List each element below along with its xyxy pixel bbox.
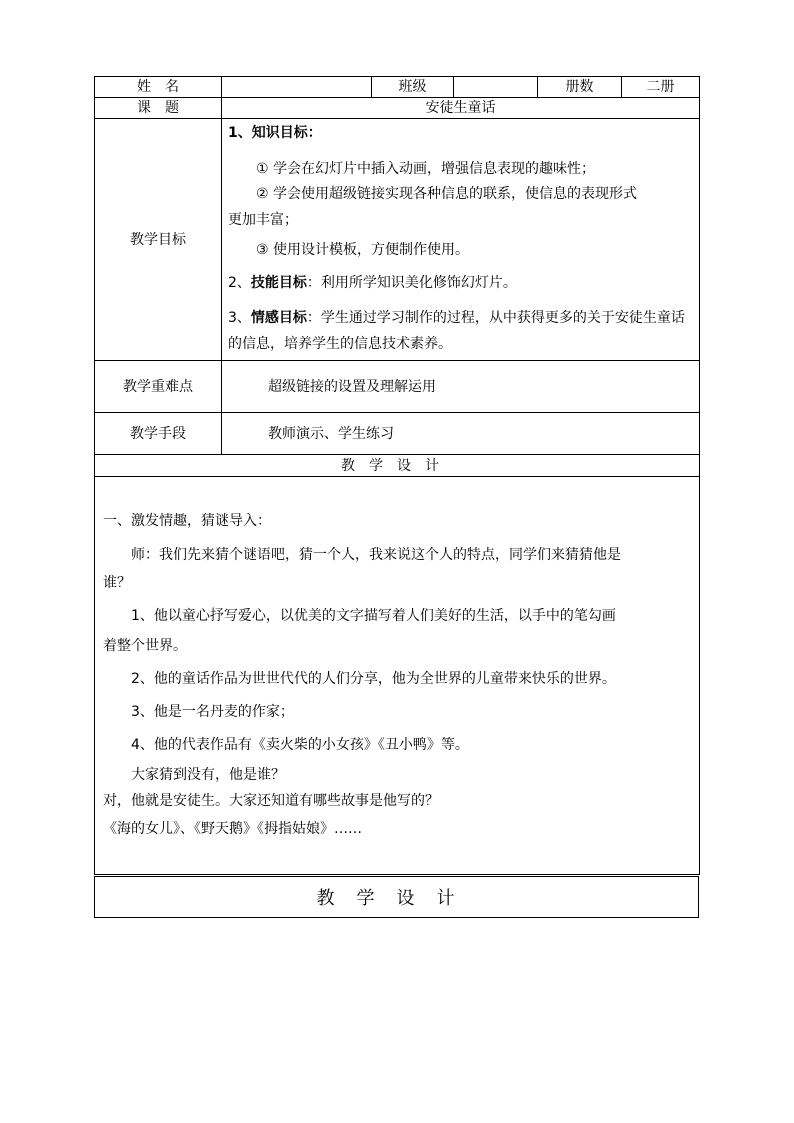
design-heading-2: 教学设计 [316, 888, 477, 909]
design-line: 对，他就是安徒生。大家还知道有哪些故事是他写的？ [103, 793, 439, 809]
design-line: 1、他以童心抒写爱心，以优美的文字描写着人们美好的生活，以手中的笔勾画 [131, 608, 616, 624]
design-line: 2、他的童话作品为世世代代的人们分享，他为全世界的儿童带来快乐的世界。 [131, 671, 616, 687]
design-body-row [95, 477, 700, 875]
name-value [222, 77, 372, 98]
class-value [454, 77, 538, 98]
goals-row [95, 119, 700, 361]
emotion-goal-prefix: 3、 [228, 310, 251, 326]
methods-row [95, 413, 700, 455]
knowledge-goal-title: 1、知识目标： [228, 125, 322, 141]
design-heading-box [94, 876, 699, 918]
emotion-goal-text: ：学生通过学习制作的过程，从中获得更多的关于安徒生童话的信息，培养学生的信息技术素养。 [228, 310, 685, 352]
lesson-plan-table [94, 76, 700, 875]
header-row [95, 77, 700, 98]
topic-label: 课 题 [95, 98, 222, 119]
knowledge-item-3: ③ 使用设计模板，方便制作使用。 [256, 242, 470, 258]
goals-content [222, 119, 700, 361]
skill-goal-prefix: 2、 [228, 275, 251, 291]
design-heading: 教学设计 [95, 455, 700, 477]
knowledge-item-2-cont: 更加丰富； [228, 212, 298, 228]
design-heading-row [95, 455, 700, 477]
design-line: 师：我们先来猜个谜语吧，猜一个人，我来说这个人的特点，同学们来猜猜他是 [131, 547, 621, 563]
methods-value: 教师演示、学生练习 [222, 413, 700, 455]
key-points-row [95, 361, 700, 413]
emotion-goal [228, 305, 693, 357]
skill-goal [228, 271, 693, 295]
design-line: 4、他的代表作品有《卖火柴的小女孩》《丑小鸭》等。 [131, 737, 469, 753]
skill-goal-title: 技能目标 [250, 275, 307, 291]
volume-label: 册数 [538, 77, 622, 98]
design-line: 谁？ [103, 575, 131, 591]
class-label: 班级 [372, 77, 454, 98]
key-points-label: 教学重难点 [95, 361, 222, 413]
design-line: 着整个世界。 [103, 638, 187, 654]
emotion-goal-title: 情感目标 [250, 310, 307, 326]
design-body [95, 477, 700, 875]
design-line: 3、他是一名丹麦的作家； [131, 704, 294, 720]
volume-value: 二册 [622, 77, 700, 98]
design-line: 《海的女儿》、《野天鹅》《拇指姑娘》…… [103, 821, 362, 837]
name-label: 姓 名 [95, 77, 222, 98]
skill-goal-text: ：利用所学知识美化修饰幻灯片。 [306, 275, 517, 291]
methods-label: 教学手段 [95, 413, 222, 455]
knowledge-item-1: ① 学会在幻灯片中插入动画，增强信息表现的趣味性； [256, 161, 595, 177]
design-line: 一、激发情趣，猜谜导入： [103, 513, 271, 529]
key-points-value: 超级链接的设置及理解运用 [222, 361, 700, 413]
goals-label: 教学目标 [95, 119, 222, 361]
knowledge-item-2: ② 学会使用超级链接实现各种信息的联系，使信息的表现形式 [256, 186, 637, 202]
design-line: 大家猜到没有，他是谁？ [131, 767, 285, 783]
topic-value: 安徒生童话 [222, 98, 700, 119]
topic-row [95, 98, 700, 119]
